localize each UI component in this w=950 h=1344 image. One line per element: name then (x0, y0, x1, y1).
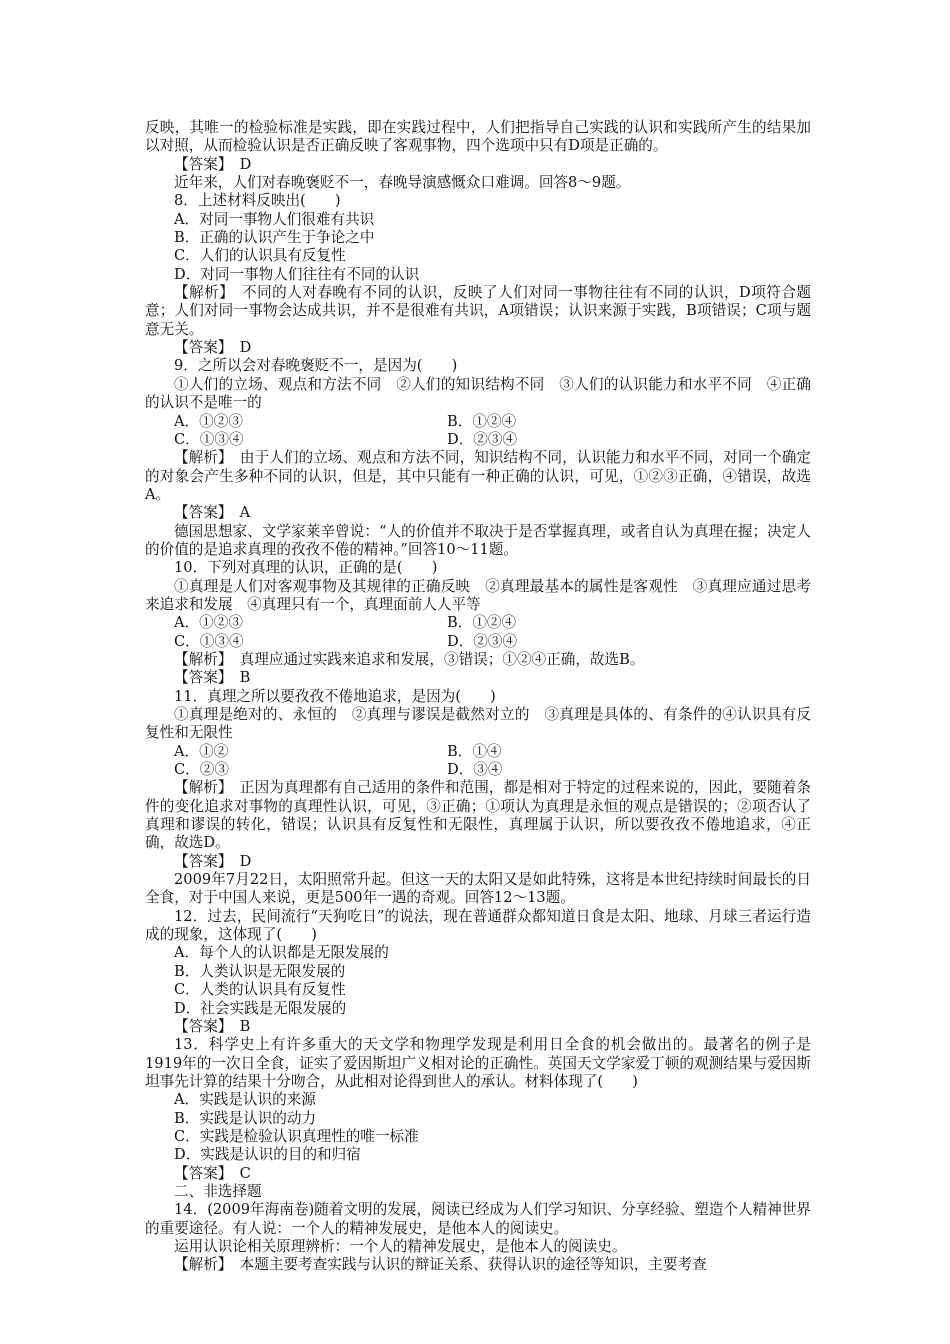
material-eclipse: 2009年7月22日，太阳照常升起。但这一天的太阳又是如此特殊，这将是本世纪持续时间最长的日全食，对于中国人来说，更是500年一遇的奇观。回答12～13题。 (145, 871, 811, 907)
answer-13: 【答案】 C (174, 1164, 251, 1182)
q8-option-a: A．对同一事物人们很难有共识 (174, 210, 375, 228)
analysis-10: 【解析】 真理应通过实践来追求和发展，③错误；①②④正确，故选B。 (174, 650, 645, 668)
analysis-14: 【解析】 本题主要考查实践与认识的辩证关系、获得认识的途径等知识，主要考查 (174, 1256, 707, 1274)
q13-option-a: A．实践是认识的来源 (174, 1091, 316, 1109)
q9-options-row-1 (145, 413, 811, 431)
question-9: 9．之所以会对春晚褒贬不一，是因为( ) (174, 357, 458, 375)
material-lessing: 德国思想家、文学家莱辛曾说：“人的价值并不取决于是否掌握真理，或者自认为真理在握；决定人的价值的是追求真理的孜孜不倦的精神。”回答10～11题。 (145, 522, 811, 558)
q8-option-b: B．正确的认识产生于争论之中 (174, 229, 375, 247)
q11-statements: ①真理是绝对的、永恒的 ②真理与谬误是截然对立的 ③真理是具体的、有条件的④认识具有反复性和无限性 (145, 706, 811, 742)
question-13: 13．科学史上有许多重大的天文学和物理学发现是利用日全食的机会做出的。最著名的例子是1919年的一次日全食，证实了爱因斯坦广义相对论的正确性。英国天文学家爱丁顿的观测结果与爱因斯坦事先计算的结果十分吻合，从此相对论得到世人的承认。材料体现了( ) (145, 1036, 811, 1090)
question-14: 14．(2009年海南卷)随着文明的发展，阅读已经成为人们学习知识、分享经验、塑造个人精神世界的重要途径。有人说：一个人的精神发展史，是他本人的阅读史。 (145, 1201, 811, 1237)
answer-11: 【答案】 D (174, 852, 252, 870)
q9-statements: ①人们的立场、观点和方法不同 ②人们的知识结构不同 ③人们的认识能力和水平不同 ④正确的认识不是唯一的 (145, 375, 811, 412)
question-10: 10．下列对真理的认识，正确的是( ) (174, 559, 438, 577)
q12-option-b: B．人类认识是无限发展的 (174, 962, 346, 980)
question-14-task: 运用认识论相关原理辨析：一个人的精神发展史，是他本人的阅读史。 (174, 1237, 627, 1255)
section-heading-non-choice: 二、非选择题 (174, 1182, 262, 1200)
q10-options-row-2 (145, 633, 811, 651)
q10-option-c: C．①③④ (174, 632, 244, 650)
material-spring-gala: 近年来，人们对春晚褒贬不一，春晚导演感慨众口难调。回答8～9题。 (174, 174, 631, 192)
q10-options-row-1 (145, 614, 811, 632)
q12-option-c: C．人类的认识具有反复性 (174, 981, 346, 999)
q9-option-a: A．①②③ (174, 412, 243, 430)
q11-option-d: D．③④ (447, 761, 503, 779)
analysis-11: 【解析】 正因为真理都有自己适用的条件和范围，都是相对于特定的过程来说的，因此，要随着条件的变化追求对事物的真理性认识，可见，③正确；①项认为真理是永恒的观点是错误的；②项否认了真理和谬误的转化，错误；认识具有反复性和无限性，真理属于认识，所以要孜孜不倦地追求，④正确，故选D。 (145, 779, 811, 852)
answer-7: 【答案】 D (174, 155, 252, 173)
q13-option-d: D．实践是认识的目的和归宿 (174, 1146, 361, 1164)
q11-options-row-2 (145, 761, 811, 779)
question-8: 8．上述材料反映出( ) (174, 192, 341, 210)
analysis-9: 【解析】 由于人们的立场、观点和方法不同，知识结构不同，认识能力和水平不同，对同一个确定的对象会产生多种不同的认识，但是，其中只能有一种正确的认识，可见，①②③正确，④错误，故选A。 (145, 449, 811, 503)
analysis-8: 【解析】 不同的人对春晚有不同的认识，反映了人们对同一事物往往有不同的认识，D项符合题意；人们对同一事物会达成共识，并不是很难有共识，A项错误；认识来源于实践，B项错误；C项与题意无关。 (145, 284, 811, 338)
q9-option-b: B．①②④ (447, 412, 517, 430)
q9-options-row-2 (145, 431, 811, 449)
answer-8: 【答案】 D (174, 339, 252, 357)
question-11: 11．真理之所以要孜孜不倦地追求，是因为( ) (174, 687, 496, 705)
q10-option-b: B．①②④ (447, 614, 517, 632)
answer-12: 【答案】 B (174, 1017, 251, 1035)
q12-option-d: D．社会实践是无限发展的 (174, 999, 347, 1017)
q9-option-d: D．②③④ (447, 430, 518, 448)
answer-10: 【答案】 B (174, 669, 251, 687)
q11-options-row-1 (145, 743, 811, 761)
q13-option-c: C．实践是检验认识真理性的唯一标准 (174, 1127, 419, 1145)
q10-statements: ①真理是人们对客观事物及其规律的正确反映 ②真理最基本的属性是客观性 ③真理应通过思考来追求和发展 ④真理只有一个，真理面前人人平等 (145, 577, 811, 613)
answer-9: 【答案】 A (174, 504, 251, 522)
q8-option-d: D．对同一事物人们往往有不同的认识 (174, 265, 420, 283)
q10-option-d: D．②③④ (447, 632, 518, 650)
q11-option-a: A．①② (174, 742, 229, 760)
q9-option-c: C．①③④ (174, 430, 244, 448)
q11-option-c: C．②③ (174, 761, 229, 779)
q10-option-a: A．①②③ (174, 614, 243, 632)
q11-option-b: B．①④ (447, 742, 502, 760)
q13-option-b: B．实践是认识的动力 (174, 1109, 317, 1127)
q12-option-a: A．每个人的认识都是无限发展的 (174, 944, 389, 962)
question-12: 12．过去，民间流行“天狗吃日”的说法，现在普通群众都知道日食是太阳、地球、月球三者运行造成的现象，这体现了( ) (145, 907, 811, 944)
document-page (145, 119, 811, 1275)
paragraph-analysis-continued: 反映，其唯一的检验标准是实践，即在实践过程中，人们把指导自己实践的认识和实践所产生的结果加以对照，从而检验认识是否正确反映了客观事物，四个选项中只有D项是正确的。 (145, 119, 811, 155)
q8-option-c: C．人们的认识具有反复性 (174, 247, 346, 265)
